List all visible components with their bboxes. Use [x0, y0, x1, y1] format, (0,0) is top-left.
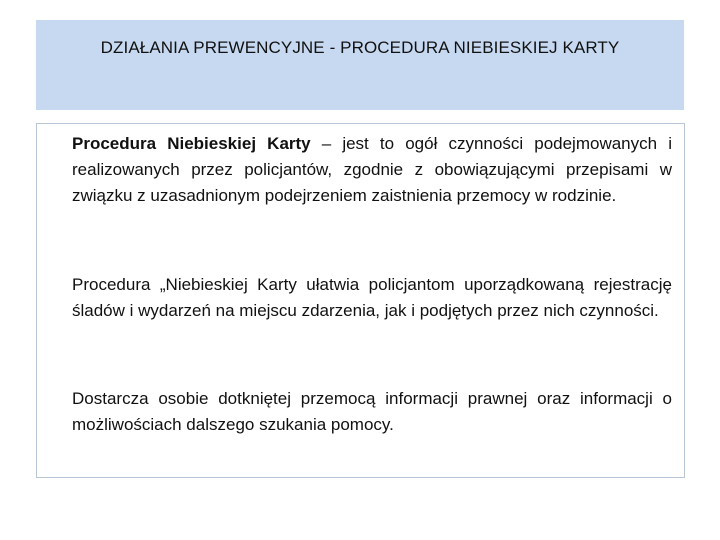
content-box: [36, 123, 685, 478]
paragraph-definition: [72, 131, 672, 209]
paragraph-text: – jest to ogół czynności podejmowanych i realizowanych przez policjantów, zgodnie z obowiązującymi przepisami w związku z uzasadnionym podejrzeniem zaistnienia przemocy w rodzinie.: [72, 134, 672, 205]
slide-title: DZIAŁANIA PREWENCYJNE - PROCEDURA NIEBIESKIEJ KARTY: [100, 38, 620, 57]
paragraph-registration: Procedura „Niebieskiej Karty ułatwia policjantom uporządkowaną rejestrację śladów i wydarzeń na miejscu zdarzenia, jak i podjętych przez nich czynności.: [72, 275, 672, 320]
paragraph-bold-lead: Procedura Niebieskiej Karty: [72, 134, 311, 153]
title-banner: [36, 20, 684, 110]
paragraph-legal-info: Dostarcza osobie dotkniętej przemocą informacji prawnej oraz informacji o możliwościach dalszego szukania pomocy.: [72, 389, 672, 434]
